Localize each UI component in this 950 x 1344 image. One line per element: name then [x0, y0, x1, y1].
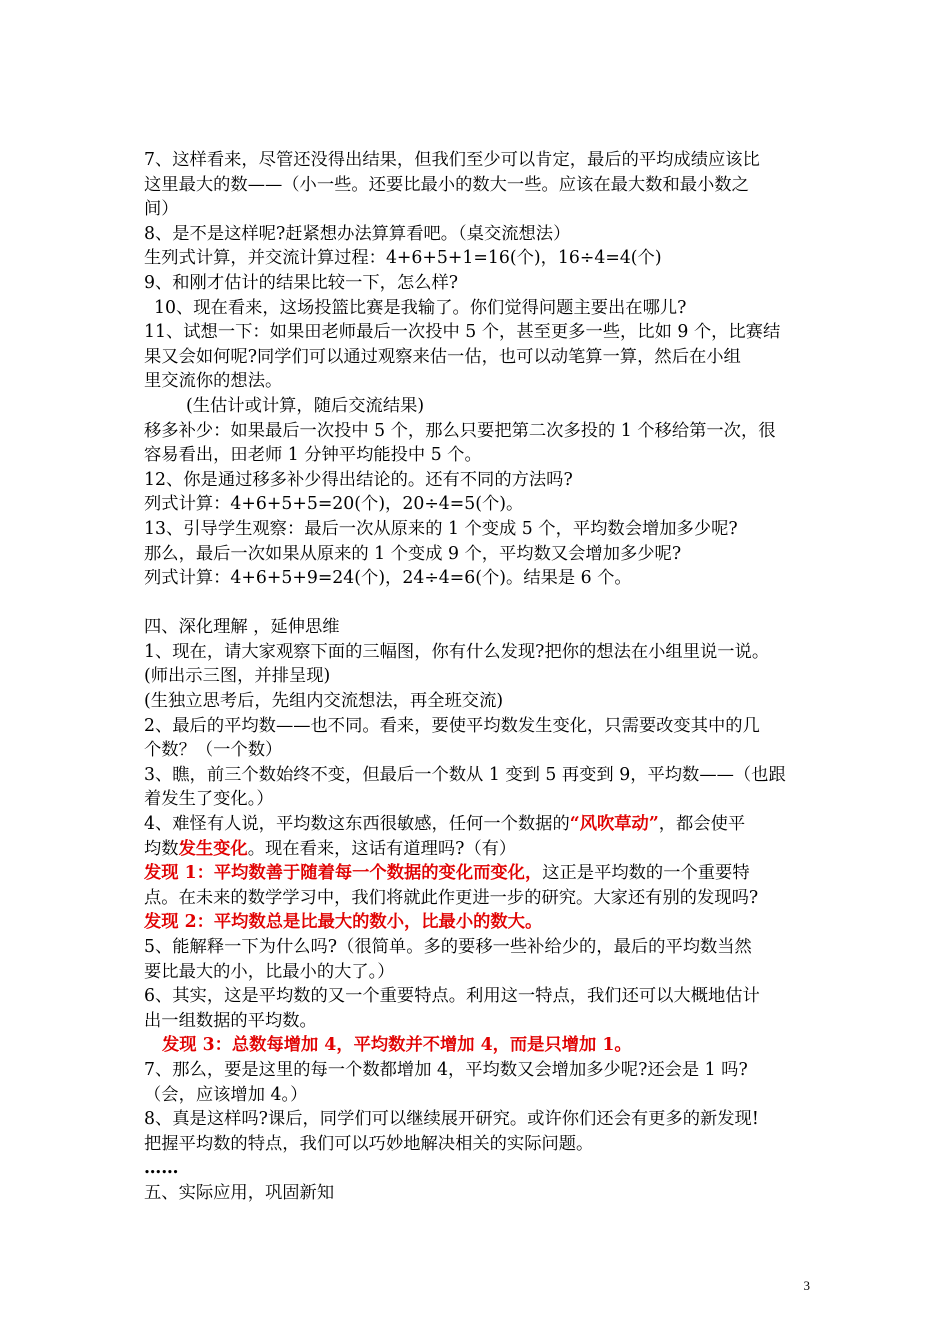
text-line: 2、最后的平均数——也不同。看来，要使平均数发生变化，只需要改变其中的几 — [144, 715, 760, 736]
text-line: (生估计或计算，随后交流结果) — [186, 395, 425, 416]
highlight-text: “风吹草动” — [569, 814, 659, 835]
text-line: 13、引导学生观察：最后一次从原来的 1 个变成 5 个，平均数会增加多少呢? — [144, 518, 738, 539]
page-number: 3 — [803, 1278, 810, 1293]
text-line: 个数？（一个数） — [144, 740, 283, 761]
text-line: 3、瞧，前三个数始终不变，但最后一个数从 1 变到 5 再变到 9，平均数——（也跟 — [144, 764, 786, 785]
text-line: 要比最大的小，比最小的大了。） — [144, 961, 395, 982]
finding-1: 发现 1：平均数善于随着每一个数据的变化而变化，这正是平均数的一个重要特 — [144, 863, 750, 884]
text-line: 6、其实，这是平均数的又一个重要特点。利用这一特点，我们还可以大概地估计 — [144, 986, 760, 1007]
text-line: 7、那么，要是这里的每一个数都增加 4，平均数又会增加多少呢?还会是 1 吗? — [144, 1059, 748, 1080]
page-body — [144, 148, 810, 1206]
text-line: 生列式计算，并交流计算过程：4+6+5+1=16(个)，16÷4=4(个) — [144, 248, 662, 269]
text-line: 12、你是通过移多补少得出结论的。还有不同的方法吗? — [144, 469, 573, 490]
text-line: 出一组数据的平均数。 — [144, 1010, 317, 1031]
text-line: 里交流你的想法。 — [144, 371, 283, 392]
text-line: 列式计算：4+6+5+9=24(个)，24÷4=6(个)。结果是 6 个。 — [144, 568, 632, 589]
text-line: 移多补少：如果最后一次投中 5 个，那么只要把第二次多投的 1 个移给第一次，很 — [144, 420, 776, 441]
text-line: 5、能解释一下为什么吗?（很简单。多的要移一些补给少的，最后的平均数当然 — [144, 937, 752, 957]
text-line: 8、是不是这样呢?赶紧想办法算算看吧。（桌交流想法） — [144, 223, 571, 244]
text-line: 4、难怪有人说，平均数这东西很敏感，任何一个数据的“风吹草动”，都会使平 — [144, 814, 746, 835]
text-line: 8、真是这样吗?课后，同学们可以继续展开研究。或许你们还会有更多的新发现! — [144, 1109, 759, 1130]
text-line: 1、现在，请大家观察下面的三幅图，你有什么发现?把你的想法在小组里说一说。 — [144, 641, 770, 662]
section-heading: 四、深化理解 ，延伸思维 — [144, 617, 340, 638]
text-line: 果又会如何呢?同学们可以通过观察来估一估，也可以动笔算一算，然后在小组 — [144, 346, 741, 367]
text-line: 列式计算：4+6+5+5=20(个)，20÷4=5(个)。 — [144, 494, 524, 515]
text-line: (生独立思考后，先组内交流想法，再全班交流) — [144, 691, 504, 712]
finding-1-label: 发现 1：平均数善于随着每一个数据的变化而变化， — [144, 863, 543, 884]
text-line: 9、和刚才估计的结果比较一下，怎么样? — [144, 272, 459, 293]
blank-line — [144, 591, 810, 616]
text-line: 着发生了变化。） — [144, 789, 274, 810]
text-line: 把握平均数的特点，我们可以巧妙地解决相关的实际问题。 — [144, 1133, 594, 1154]
text-line: (师出示三图，并排呈现) — [144, 666, 331, 687]
text-line: 那么，最后一次如果从原来的 1 个变成 9 个，平均数又会增加多少呢? — [144, 543, 682, 564]
text-line: 这里最大的数——（小一些。还要比最小的数大一些。应该在最大数和最小数之 — [144, 174, 749, 195]
section-heading: 五、实际应用，巩固新知 — [144, 1182, 335, 1203]
text-line: 间） — [144, 199, 179, 220]
text-line: 11、试想一下：如果田老师最后一次投中 5 个，甚至更多一些，比如 9 个，比赛结 — [144, 322, 781, 343]
ellipsis-line: …… — [144, 1158, 179, 1179]
text-line: （会，应该增加 4。） — [144, 1084, 308, 1105]
text-line: 点。在未来的数学学习中，我们将就此作更进一步的研究。大家还有别的发现吗? — [144, 887, 759, 908]
text-line: 容易看出，田老师 1 分钟平均能投中 5 个。 — [144, 445, 482, 466]
highlight-text: 发生变化 — [178, 838, 248, 859]
text-line: 均数发生变化。现在看来，这话有道理吗?（有） — [144, 838, 517, 859]
finding-3: 发现 3：总数每增加 4，平均数并不增加 4，而是只增加 1。 — [162, 1035, 632, 1056]
text-line: 7、这样看来，尽管还没得出结果，但我们至少可以肯定，最后的平均成绩应该比 — [144, 150, 760, 170]
finding-2: 发现 2：平均数总是比最大的数小，比最小的数大。 — [144, 912, 543, 933]
text-line: 10、现在看来，这场投篮比赛是我输了。你们觉得问题主要出在哪儿? — [154, 297, 687, 318]
